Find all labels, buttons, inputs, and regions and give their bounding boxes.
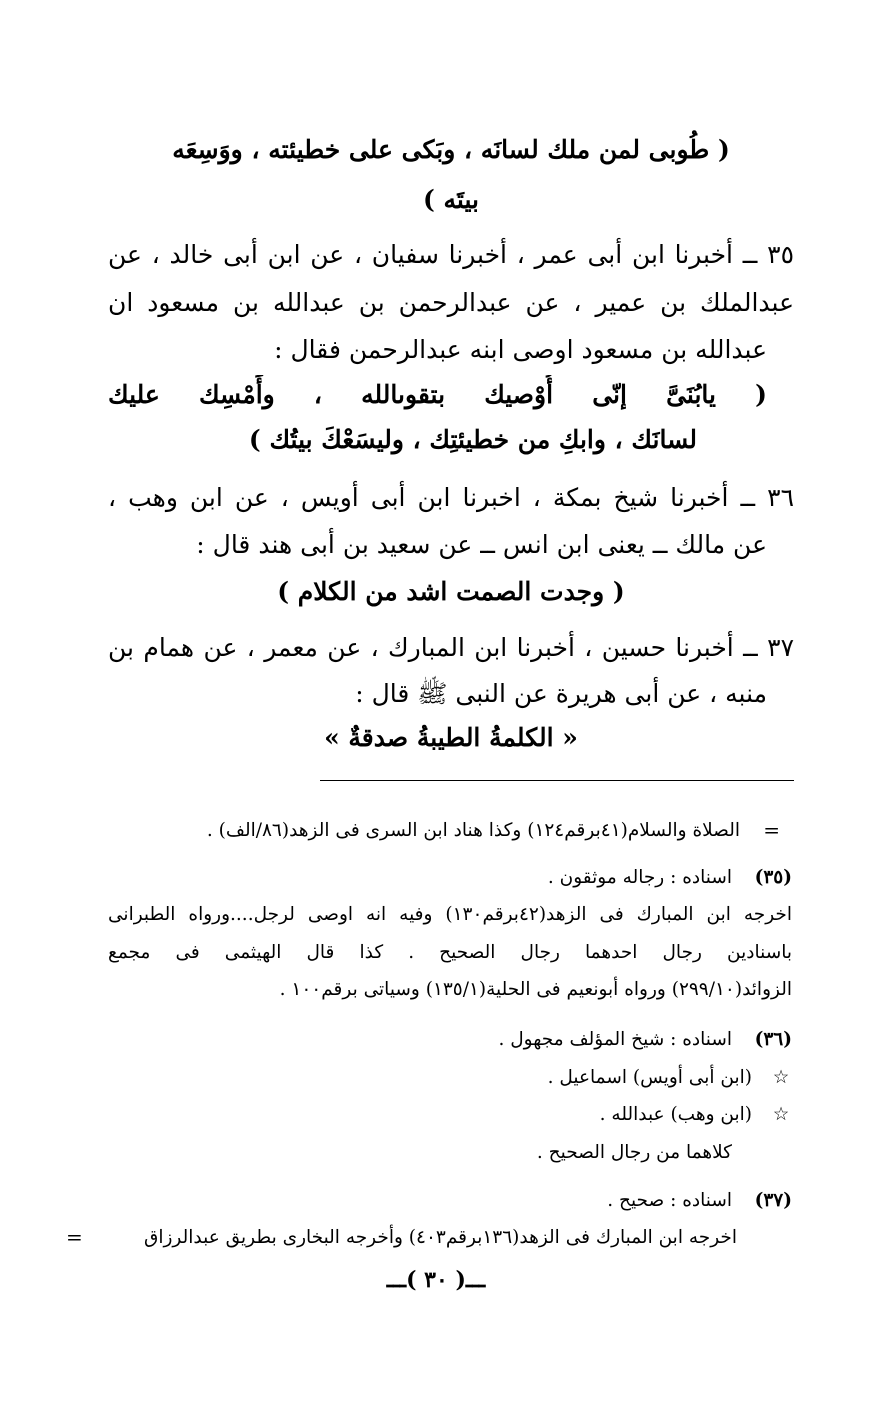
footnote-36-star-2-text: (ابن وهب) عبدالله . [599, 1104, 752, 1125]
footnote-continuation: الصلاة والسلام(٤١برقم١٢٤) وكذا هناد ابن السرى فى الزهد(٨٦/الف) . [206, 820, 740, 841]
star-icon: ☆ [772, 1104, 790, 1125]
footnote-35-line-1: اسناده : رجاله موثقون . [547, 867, 732, 888]
footnote-35-line-3: باسنادين رجال احدهما رجال الصحيح . كذا قال الهيثمى فى مجمع [108, 942, 792, 963]
footnote-37-number: (٣٧) [754, 1190, 792, 1211]
footnote-36-star-item-2 [108, 1100, 792, 1130]
page-number: ـــ( ٣٠ )ـــ [386, 1267, 486, 1293]
star-icon: ☆ [772, 1067, 790, 1088]
quote-4: « الكلمةُ الطيبةُ صدقةٌ » [324, 723, 578, 752]
quote-3: ( وجدت الصمت اشد من الكلام ) [277, 577, 625, 606]
entry-36-line-1: ٣٦ ــ أخبرنا شيخ بمكة ، اخبرنا ابن أبى أويس ، عن ابن وهب ، [108, 483, 794, 512]
footnote-35-line-2: اخرجه ابن المبارك فى الزهد(٤٢برقم١٣٠) وفيه انه اوصى لرجل....ورواه الطبرانى [108, 904, 792, 925]
continuation-mark: = [763, 818, 780, 842]
footnote-36-number: (٣٦) [754, 1029, 792, 1050]
footnote-37-line-2: اخرجه ابن المبارك فى الزهد(١٣٦برقم٤٠٣) وأخرجه البخارى بطريق عبدالرزاق [143, 1227, 737, 1248]
footnote-35-line-4: الزوائد(٢٩٩/١٠) ورواه أبونعيم فى الحلية(١٣٥/١) وسياتى برقم١٠٠ . [279, 979, 792, 1000]
entry-37-line-1: ٣٧ ــ أخبرنا حسين ، أخبرنا ابن المبارك ، عن معمر ، عن همام بن [108, 633, 794, 662]
quote-1-line-2: بيتَه ) [423, 185, 479, 214]
end-mark: = [66, 1225, 83, 1249]
footnote-36-star-item-1 [108, 1063, 792, 1093]
footnote-35-number: (٣٥) [754, 867, 792, 888]
footnote-divider [320, 780, 794, 781]
entry-37-line-2: منبه ، عن أبى هريرة عن النبى ﷺ قال : [355, 679, 767, 708]
quote-2-line-1: ( يابُنَىَّ إنّى أُوْصيك بتقوىالله ، وأَمْسِك عليك [108, 380, 767, 409]
footnote-36-line-1: اسناده : شيخ المؤلف مجهول . [498, 1029, 732, 1050]
entry-35-line-3: عبدالله بن مسعود اوصى ابنه عبدالرحمن فقال : [274, 335, 767, 364]
entry-36-line-2: عن مالك ــ يعنى ابن انس ــ عن سعيد بن أبى هند قال : [196, 530, 767, 559]
quote-1-line-1: ( طُوبى لمن ملك لسانَه ، وبَكى على خطيئته ، ووَسِعَه [172, 135, 730, 164]
footnote-37-line-1: اسناده : صحيح . [607, 1190, 732, 1211]
entry-35-line-2: عبدالملك بن عمير ، عن عبدالرحمن بن عبدالله بن مسعود ان [108, 288, 794, 317]
entry-35-line-1: ٣٥ ــ أخبرنا ابن أبى عمر ، أخبرنا سفيان ، عن ابن أبى خالد ، عن [108, 240, 794, 269]
footnote-36-star-1-text: (ابن أبى أويس) اسماعيل . [547, 1067, 752, 1088]
footnote-36-line-4: كلاهما من رجال الصحيح . [536, 1142, 732, 1163]
quote-2-line-2: لسانَك ، وابكِ من خطيئتِك ، وليسَعْكَ بيتُك ) [248, 425, 697, 454]
